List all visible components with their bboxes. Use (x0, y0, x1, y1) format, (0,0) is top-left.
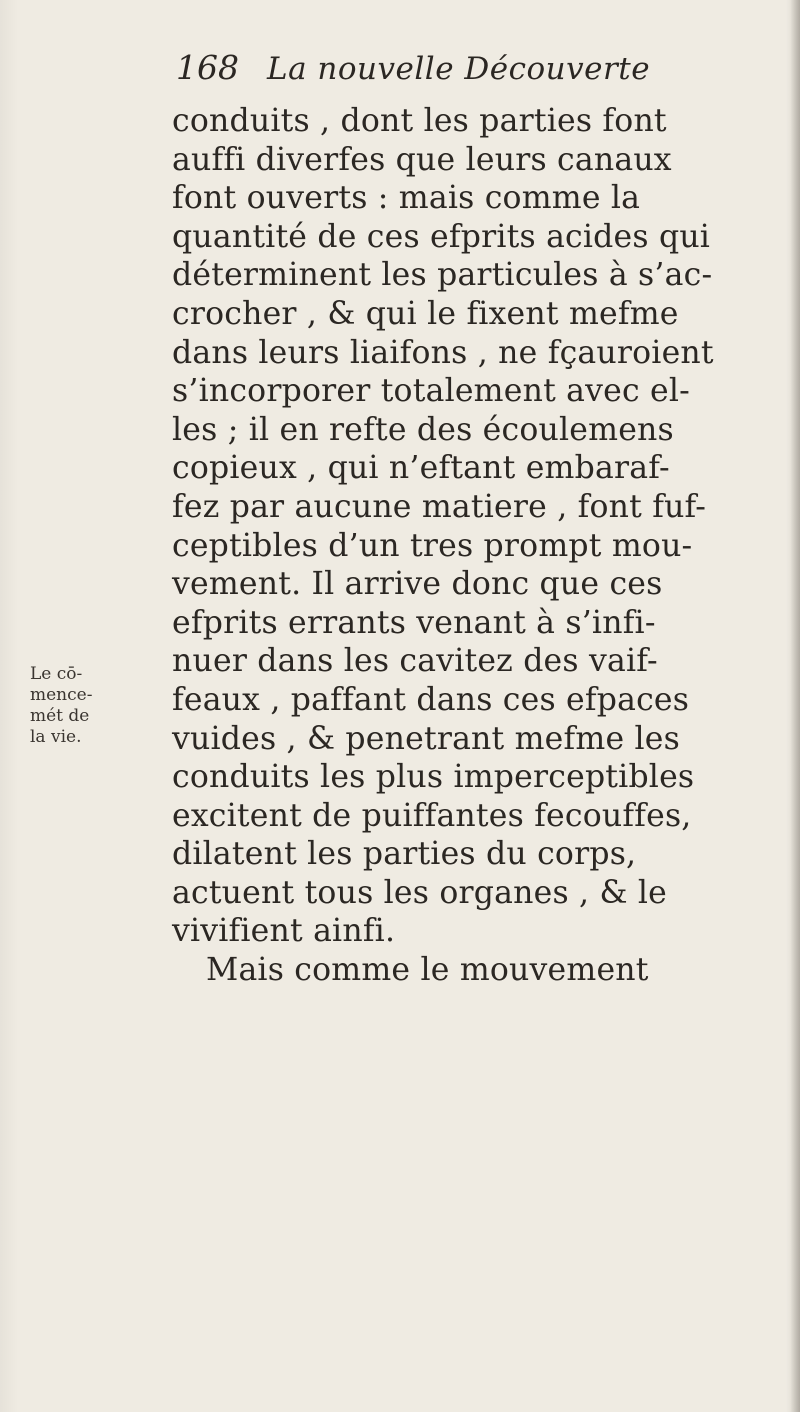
text-line: crocher , & qui le fixent mefme (172, 295, 679, 332)
text-line: vivifient ainfi. (172, 913, 396, 950)
text-line: ceptibles d’un tres prompt mou- (172, 527, 693, 564)
margin-note-line: la vie. (30, 727, 82, 747)
text-line: les ; il en refte des écoulemens (172, 411, 674, 448)
margin-note-line: mence- (30, 685, 93, 705)
text-line: déterminent les particules à s’ac- (172, 257, 713, 294)
body-text (172, 102, 792, 990)
text-line: copieux , qui n’eftant embaraf- (172, 450, 670, 487)
text-line: efprits errants venant à s’infi- (172, 604, 656, 641)
text-line: dans leurs liaifons , ne fçauroient (172, 334, 714, 371)
text-line: quantité de ces efprits acides qui (172, 218, 711, 255)
text-line: conduits les plus imperceptibles (172, 759, 695, 796)
text-line: nuer dans les cavitez des vaif- (172, 643, 658, 680)
margin-note (30, 664, 170, 748)
text-line: auffi diverfes que leurs canaux (172, 141, 672, 178)
running-title: La nouvelle Découverte (267, 51, 651, 87)
text-line: vuides , & penetrant mefme les (172, 720, 680, 757)
text-line: feaux , paffant dans ces efpaces (172, 681, 690, 718)
text-line: fez par aucune matiere , font fuf- (172, 488, 707, 525)
text-line: vement. Il arrive donc que ces (172, 566, 663, 603)
text-line: font ouverts : mais comme la (172, 180, 641, 217)
page-edge-shadow (790, 0, 800, 1412)
text-line: dilatent les parties du corps, (172, 836, 637, 873)
page-number: 168 (176, 48, 239, 87)
margin-note-line: Le cō- (30, 664, 83, 684)
text-line: conduits , dont les parties font (172, 103, 667, 139)
text-line: s’incorporer totalement avec el- (172, 373, 690, 410)
margin-note-line: mét de (30, 706, 90, 726)
text-line: excitent de puiffantes fecouffes, (172, 797, 692, 834)
paragraph-start-line: Mais comme le mouvement (206, 952, 649, 989)
page-header (176, 48, 650, 87)
text-line: actuent tous les organes , & le (172, 874, 668, 911)
